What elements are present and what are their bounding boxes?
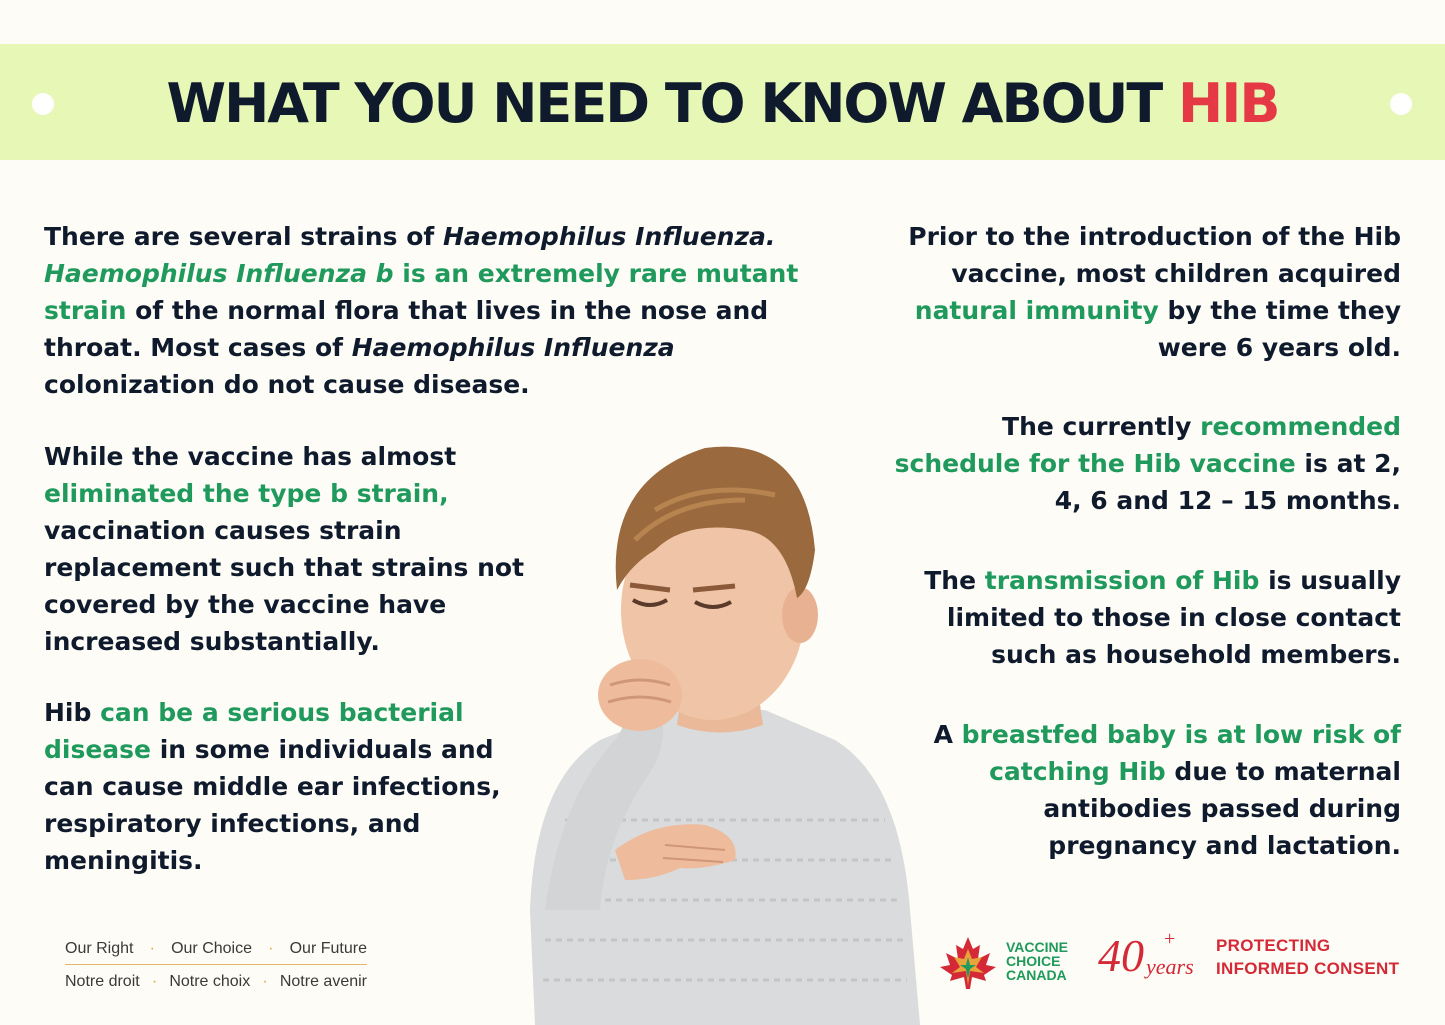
fist-shape (598, 659, 682, 731)
right-p3-green-b: transmission of Hib (984, 566, 1260, 595)
logo-line-3: CANADA (1006, 967, 1067, 983)
title-accent-text: HIB (1178, 72, 1279, 135)
right-paragraph-1 (880, 218, 1401, 366)
tagline-divider (65, 964, 367, 965)
forty-number: 40 (1098, 930, 1144, 981)
left-p2-green-b: eliminated the type b strain, (44, 479, 449, 508)
tagline-en-1: Our Right (65, 940, 134, 957)
right-p2-green-b: recommended schedule for the Hib vaccine (894, 412, 1401, 478)
right-p2-text-a: The currently (1002, 412, 1201, 441)
right-paragraph-4 (920, 716, 1401, 864)
title-banner (0, 44, 1445, 160)
tagline-fr-1: Notre droit (65, 973, 140, 990)
logo-line-2: CHOICE (1006, 953, 1061, 969)
right-p3-text-a: The (924, 566, 985, 595)
left-p1-green-d: is an extremely rare mutant strain (44, 259, 799, 325)
page-title (0, 72, 1445, 136)
tagline-english (65, 936, 367, 962)
tagline-separator: · (268, 940, 274, 957)
left-p1-italic-b: Haemophilus Influenza. (442, 222, 776, 251)
left-p3-green-b: can be a serious bacterial disease (44, 698, 464, 764)
tagline-french (65, 969, 367, 995)
tagline-separator: · (151, 973, 158, 990)
left-p1-italic-f: Haemophilus Influenza (351, 333, 675, 362)
left-paragraph-2 (44, 438, 534, 660)
right-p1-green-b: natural immunity (914, 296, 1159, 325)
left-p1-text-e: of the normal flora that lives in the nose and throat. Most cases of (44, 296, 769, 362)
tagline-en-3: Our Future (289, 940, 367, 957)
protect-line-2: INFORMED CONSENT (1216, 959, 1400, 978)
tagline (65, 936, 367, 995)
tagline-separator: · (149, 940, 155, 957)
protect-line-1: PROTECTING (1216, 936, 1331, 955)
protecting-informed-consent (1216, 934, 1399, 980)
left-paragraph-3 (44, 694, 514, 879)
right-p3-text-c: is usually limited to those in close contact such as household members. (946, 566, 1401, 669)
vaccine-choice-canada-logo (1006, 940, 1068, 982)
right-paragraph-3 (900, 562, 1401, 673)
logo-line-1: VACCINE (1006, 939, 1068, 955)
tagline-en-2: Our Choice (171, 940, 252, 957)
left-p2-text-a: While the vaccine has almost (44, 442, 457, 471)
left-p3-text-c: in some individuals and can cause middle ear infections, respiratory infections, and meningitis. (44, 735, 501, 875)
right-paragraph-2 (890, 408, 1401, 519)
coughing-child-illustration (505, 440, 935, 1025)
tagline-fr-2: Notre choix (169, 973, 251, 990)
left-p1-green-italic-c: Haemophilus Influenza b (44, 259, 394, 288)
maple-leaf-icon (938, 935, 998, 991)
forty-years-badge (1098, 928, 1194, 984)
title-main-text: WHAT YOU NEED TO KNOW ABOUT (166, 72, 1179, 135)
left-p1-text-a: There are several strains of (44, 222, 443, 251)
right-p1-text-c: by the time they were 6 years old. (1157, 296, 1401, 362)
left-p1-text-g: colonization do not cause disease. (44, 370, 530, 399)
left-paragraph-1 (44, 218, 834, 403)
right-p4-text-c: due to maternal antibodies passed during pregnancy and lactation. (1043, 757, 1401, 860)
forty-years-word: years (1146, 954, 1194, 979)
banner-dot-right (1390, 93, 1412, 115)
left-p3-text-a: Hib (44, 698, 101, 727)
tagline-fr-3: Notre avenir (279, 973, 367, 990)
right-p1-text-a: Prior to the introduction of the Hib vaccine, most children acquired (908, 222, 1401, 288)
right-p2-text-c: is at 2, 4, 6 and 12 – 15 months. (1054, 449, 1401, 515)
right-p4-text-a: A (933, 720, 962, 749)
tagline-separator: · (262, 973, 268, 990)
forty-plus: + (1164, 928, 1176, 950)
right-p4-green-b: breastfed baby is at low risk of catching Hib (961, 720, 1401, 786)
left-p2-text-c: vaccination causes strain replacement such that strains not covered by the vaccine have increased substantially. (44, 516, 525, 656)
